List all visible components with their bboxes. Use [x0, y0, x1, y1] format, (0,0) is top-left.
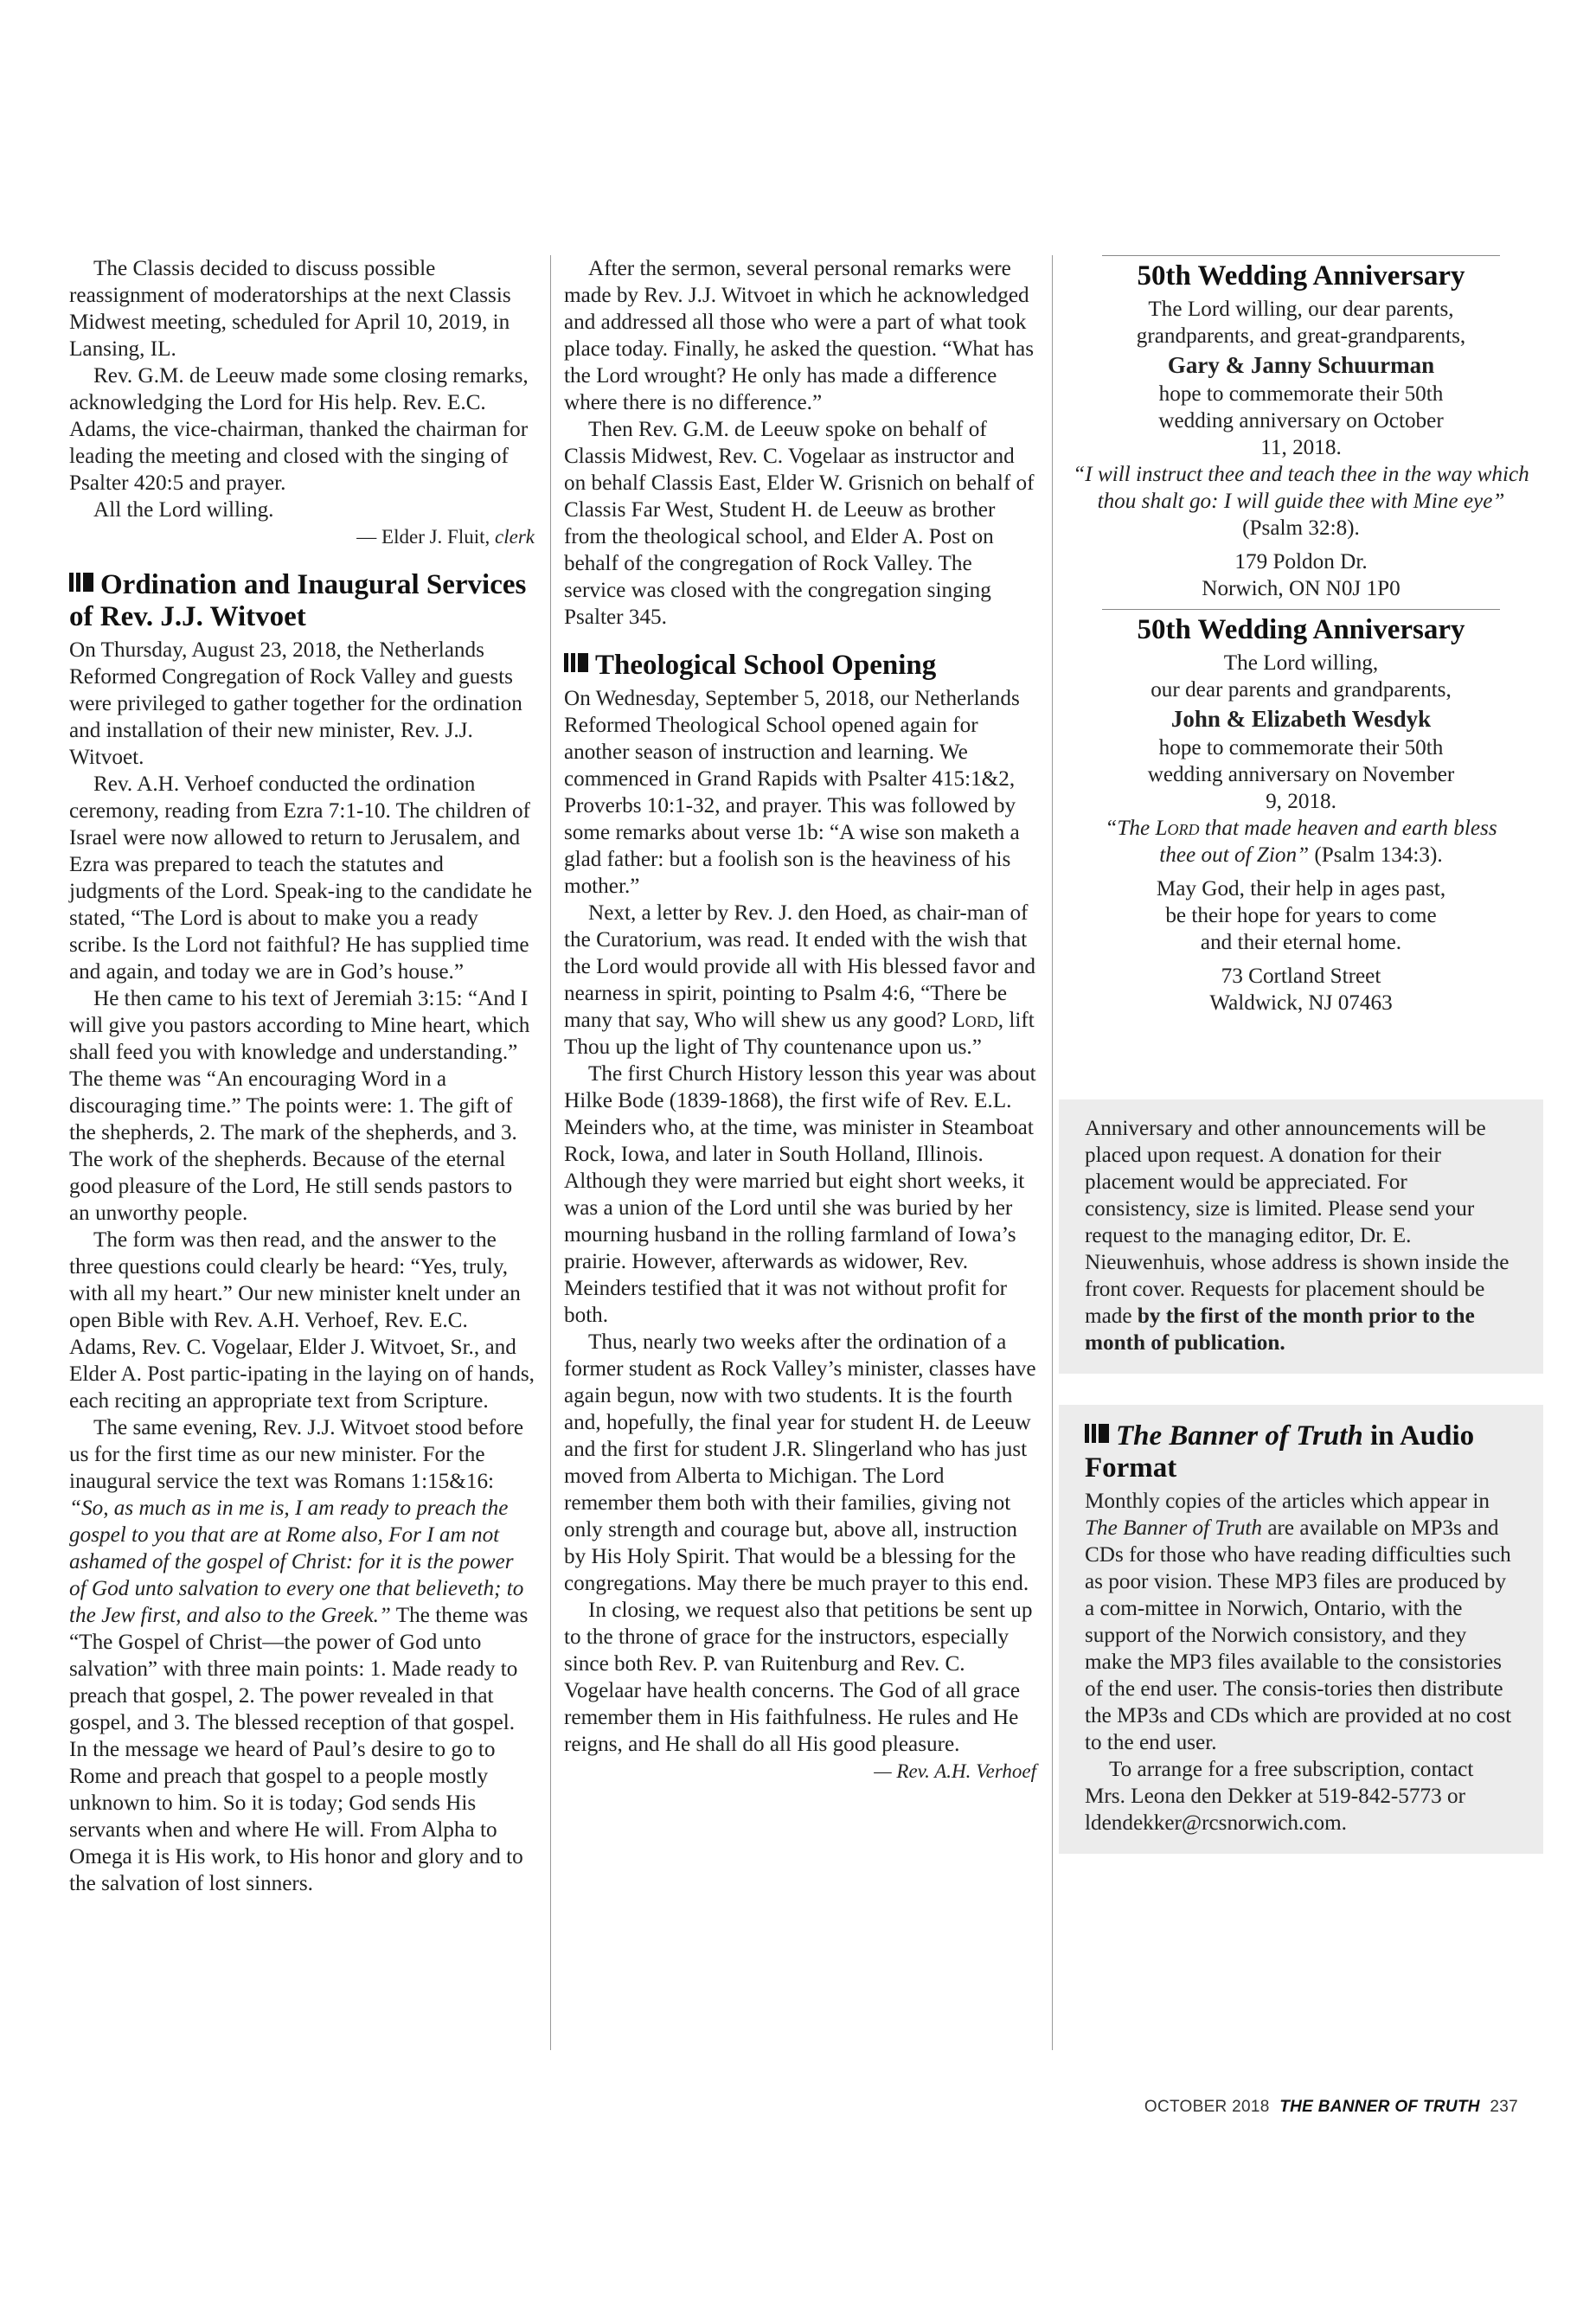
article-heading-ordination: Ordination and Inaugural Services of Rev. J.J. Witvoet: [69, 569, 527, 632]
article-heading-theological-school: Theological School Opening: [564, 650, 1036, 682]
paragraph: Rev. G.M. de Leeuw made some closing remarks, acknowledging the Lord for His help. Rev. E.C. Adams, the vice-chairman, thanked the chairman for leading the meeting and closed with the singing of Psalter 420:5 and prayer.: [69, 364, 529, 495]
anniversary-announcement-schuurman: [1067, 255, 1535, 602]
page-footer: [1144, 2098, 1518, 2117]
announcement-text: hope to commemorate their 50th wedding anniversary on November 9, 2018.: [1147, 736, 1455, 813]
divider: [1102, 609, 1500, 610]
column-divider: [1052, 255, 1053, 2050]
column-1: [69, 255, 535, 1897]
announcement-intro: our dear parents and grandparents,: [1151, 678, 1452, 702]
couple-names: Gary & Janny Schuurman: [1167, 352, 1435, 378]
address-line: Waldwick, NJ 07463: [1209, 991, 1393, 1015]
section-marker-icon: [564, 653, 588, 672]
paragraph: Thus, nearly two weeks after the ordination of a former student as Rock Valley’s minister, classes have again begun, now with two students. It is the fourth and, hopefully, the final year for student H. de Leeuw and the first for student J.R. Slingerland who has just moved from Alberta to Michigan. The Lord remember them both with their families, giving not only strength and courage but, above all, instruction by His Holy Spirit. That would be a blessing for the congregations. May there be much prayer to this end.: [564, 1330, 1036, 1595]
address-line: 73 Cortland Street: [1221, 965, 1381, 988]
column-3: [1067, 255, 1535, 1854]
bible-verse: “The Lord that made heaven and earth bless thee out of Zion” (Psalm 134:3).: [1105, 817, 1497, 867]
section-marker-icon: [1085, 1424, 1109, 1443]
blessing-line: be their hope for years to come: [1165, 904, 1437, 927]
page-number: 237: [1490, 2098, 1518, 2116]
address-line: 179 Poldon Dr.: [1234, 550, 1368, 574]
signature: — Rev. A.H. Verhoef: [874, 1760, 1036, 1782]
couple-names: John & Elizabeth Wesdyk: [1170, 706, 1432, 732]
policy-text: Anniversary and other announcements will be placed upon request. A donation for their placement would be appreciated. For consistency, size is limited. Please send your request to the managing editor, Dr. E. Nieuwenhuis, whose address is shown inside the front cover. Requests for placement should be made by the first of the month prior to the month of publication.: [1085, 1117, 1509, 1355]
issue-date: OCTOBER 2018: [1144, 2098, 1270, 2116]
paragraph: Next, a letter by Rev. J. den Hoed, as chair-man of the Curatorium, was read. It ended with the wish that the Lord would provide all with His blessed favor and nearness in spirit, pointing to Psalm 4:6, “There be many that say, Who will shew us any good? Lord, lift Thou up the light of Thy countenance upon us.”: [564, 901, 1035, 1059]
paragraph: The same evening, Rev. J.J. Witvoet stood before us for the first time as our new minister. For the inaugural service the text was Romans 1:15&16: “So, as much as in me is, I am ready to preach the gospel to you that are at Rome also, For I am not ashamed of the gospel of Christ: for it is the power of God unto salvation to every one that believeth; to the Jew first, and also to the Greek.” The theme was “The Gospel of Christ—the power of God unto salvation” with three main points: 1. Made ready to preach that gospel, 2. The power revealed in that gospel, and 3. The blessed reception of that gospel. In the message we heard of Paul’s desire to go to Rome and preach that gospel to a people mostly unknown to him. So it is today; God sends His servants when and where He will. From Alpha to Omega it is His work, to His honor and glory and to the salvation of lost sinners.: [69, 1416, 529, 1895]
paragraph: Rev. A.H. Verhoef conducted the ordination ceremony, reading from Ezra 7:1-10. The children of Israel were now allowed to return to Jerusalem, and Ezra was prepared to teach the statutes and judgments of the Lord. Speak-ing to the candidate he stated, “The Lord is about to make you a ready scribe. Is the Lord not faithful? He has supplied time and again, and today we are in God’s house.”: [69, 772, 533, 984]
audio-format-heading: The Banner of Truth in Audio Format: [1085, 1420, 1475, 1484]
paragraph: The first Church History lesson this year was about Hilke Bode (1839-1868), the first wife of Rev. E.L. Meinders who, at the time, was minister in Steamboat Rock, Iowa, and later in South Holland, Illinois. Although they were married but eight short weeks, it was a union of the Lord until she was buried by her mourning husband in the rolling farmland of Iowa’s prairie. However, afterwards as widower, Rev. Meinders testified that it was not without profit for both.: [564, 1062, 1036, 1327]
address-line: Norwich, ON N0J 1P0: [1202, 577, 1401, 600]
divider: [1102, 255, 1500, 256]
column-2: [564, 255, 1036, 1785]
paragraph: The Classis decided to discuss possible reassignment of moderatorships at the next Classis Midwest meeting, scheduled for April 10, 2019, in Lansing, IL.: [69, 257, 511, 361]
announcement-policy-box: [1059, 1099, 1543, 1374]
paragraph: To arrange for a free subscription, contact Mrs. Leona den Dekker at 519-842-5773 or ldendekker@rcsnorwich.com.: [1085, 1758, 1474, 1835]
paragraph: All the Lord willing.: [93, 498, 274, 522]
magazine-title: THE BANNER OF TRUTH: [1279, 2098, 1480, 2116]
paragraph: In closing, we request also that petitions be sent up to the throne of grace for the instructors, especially since both Rev. P. van Ruitenburg and Rev. C. Vogelaar have health concerns. The God of all grace remember them in His faithfulness. He rules and He reigns, and He shall do all His good pleasure.: [564, 1599, 1033, 1756]
bible-verse: “I will instruct thee and teach thee in the way which thou shalt go: I will guide thee with Mine eye” (Psalm 32:8).: [1073, 463, 1529, 540]
paragraph: He then came to his text of Jeremiah 3:15: “And I will give you pastors according to Mine heart, which shall feed you with knowledge and understanding.” The theme was “An encouraging Word in a discouraging time.” The points were: 1. The gift of the shepherds, 2. The mark of the shepherds, and 3. The work of the shepherds. Because of the eternal good pleasure of the Lord, He still sends pastors to an unworthy people.: [69, 987, 530, 1225]
signature: — Elder J. Fluit, clerk: [356, 526, 535, 548]
paragraph: On Wednesday, September 5, 2018, our Netherlands Reformed Theological School opened again for another season of instruction and learning. We commenced in Grand Rapids with Psalter 415:1&2, Proverbs 10:1-32, and prayer. This was followed by some remarks about verse 1b: “A wise son maketh a glad father: but a foolish son is the heaviness of his mother.”: [564, 687, 1020, 898]
paragraph: The form was then read, and the answer to the three questions could clearly be heard: “Yes, truly, with all my heart.” Our new minister knelt under an open Bible with Rev. A.H. Verhoef, Rev. E.C. Adams, Rev. C. Vogelaar, Elder J. Witvoet, Sr., and Elder A. Post partic-ipating in the laying on of hands, each reciting an appropriate text from Scripture.: [69, 1228, 535, 1413]
paragraph: On Thursday, August 23, 2018, the Netherlands Reformed Congregation of Rock Valley and guests were privileged to gather together for the ordination and installation of their new minister, Rev. J.J. Witvoet.: [69, 638, 522, 769]
blessing-line: and their eternal home.: [1200, 931, 1402, 954]
blessing-line: May God, their help in ages past,: [1156, 877, 1446, 901]
announcement-title: 50th Wedding Anniversary: [1137, 614, 1465, 645]
anniversary-announcement-wesdyk: [1067, 609, 1535, 1016]
announcement-title: 50th Wedding Anniversary: [1137, 260, 1465, 292]
audio-format-box: [1059, 1405, 1543, 1854]
announcement-intro: The Lord willing,: [1223, 651, 1379, 675]
section-marker-icon: [69, 573, 93, 592]
column-divider: [550, 255, 551, 2050]
paragraph: Monthly copies of the articles which appear in The Banner of Truth are available on MP3s and CDs for those who have reading difficulties such as poor vision. These MP3 files are produced by a com-mittee in Norwich, Ontario, with the support of the Norwich consistory, and they make the MP3 files available to the consistories of the end user. The consis-tories then distribute the MP3s and CDs which are provided at no cost to the end user.: [1085, 1490, 1512, 1754]
paragraph: After the sermon, several personal remarks were made by Rev. J.J. Witvoet in which he acknowledged and addressed all those who were a part of what took place today. Finally, he asked the question. “What has the Lord wrought? He only has made a difference where there is no difference.”: [564, 257, 1034, 414]
announcement-intro: The Lord willing, our dear parents, grandparents, and great-grandparents,: [1136, 298, 1466, 348]
announcement-text: hope to commemorate their 50th wedding anniversary on October 11, 2018.: [1158, 382, 1444, 459]
paragraph: Then Rev. G.M. de Leeuw spoke on behalf of Classis Midwest, Rev. C. Vogelaar as instructor and on behalf Classis East, Elder W. Grisnich on behalf of Classis Far West, Student H. de Leeuw as brother from the theological school, and Elder A. Post on behalf of the congregation of Rock Valley. The service was closed with the congregation singing Psalter 345.: [564, 418, 1035, 629]
